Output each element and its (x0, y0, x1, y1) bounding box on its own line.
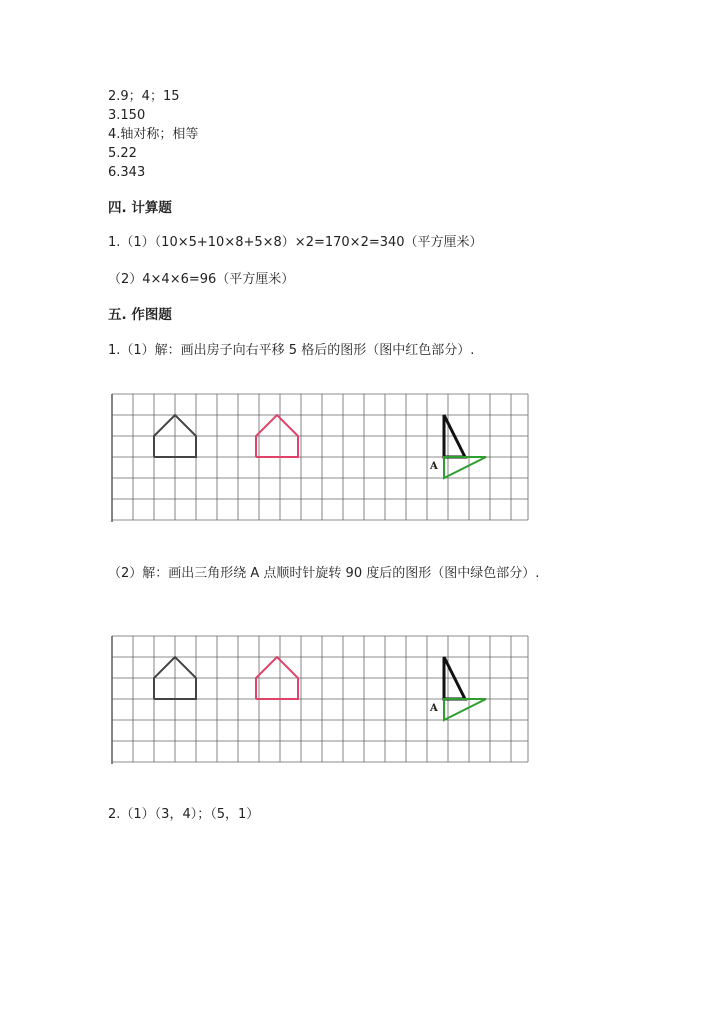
section-4-heading: 四. 计算题 (108, 200, 172, 216)
triangle-rotated-2 (444, 699, 486, 720)
section-5-heading: 五. 作图题 (108, 307, 172, 323)
draw-line-1: 1.（1）解：画出房子向右平移 5 格后的图形（图中红色部分）. (108, 343, 475, 358)
answer-5: 5.22 (108, 146, 137, 161)
point-a-label-2: A (430, 703, 438, 714)
grid-figure-1-svg (112, 394, 530, 524)
draw-line-2: （2）解：画出三角形绕 A 点顺时针旋转 90 度后的图形（图中绿色部分）. (108, 566, 540, 581)
calc-line-2: （2）4×4×6=96（平方厘米） (108, 272, 295, 287)
answer-4: 4.轴对称；相等 (108, 127, 199, 142)
point-a-label: A (430, 461, 438, 472)
answer-2: 2.9；4；15 (108, 89, 180, 104)
calc-line-1: 1.（1）（10×5+10×8+5×8）×2=170×2=340（平方厘米） (108, 235, 483, 250)
answer-6: 6.343 (108, 165, 146, 180)
draw-line-3: 2.（1）（3，4）；（5，1） (108, 807, 260, 822)
grid-figure-1 (112, 394, 530, 524)
triangle-rotated (444, 457, 486, 478)
grid-figure-2-svg (112, 636, 530, 766)
grid-figure-2 (112, 636, 530, 766)
answer-3: 3.150 (108, 108, 146, 123)
